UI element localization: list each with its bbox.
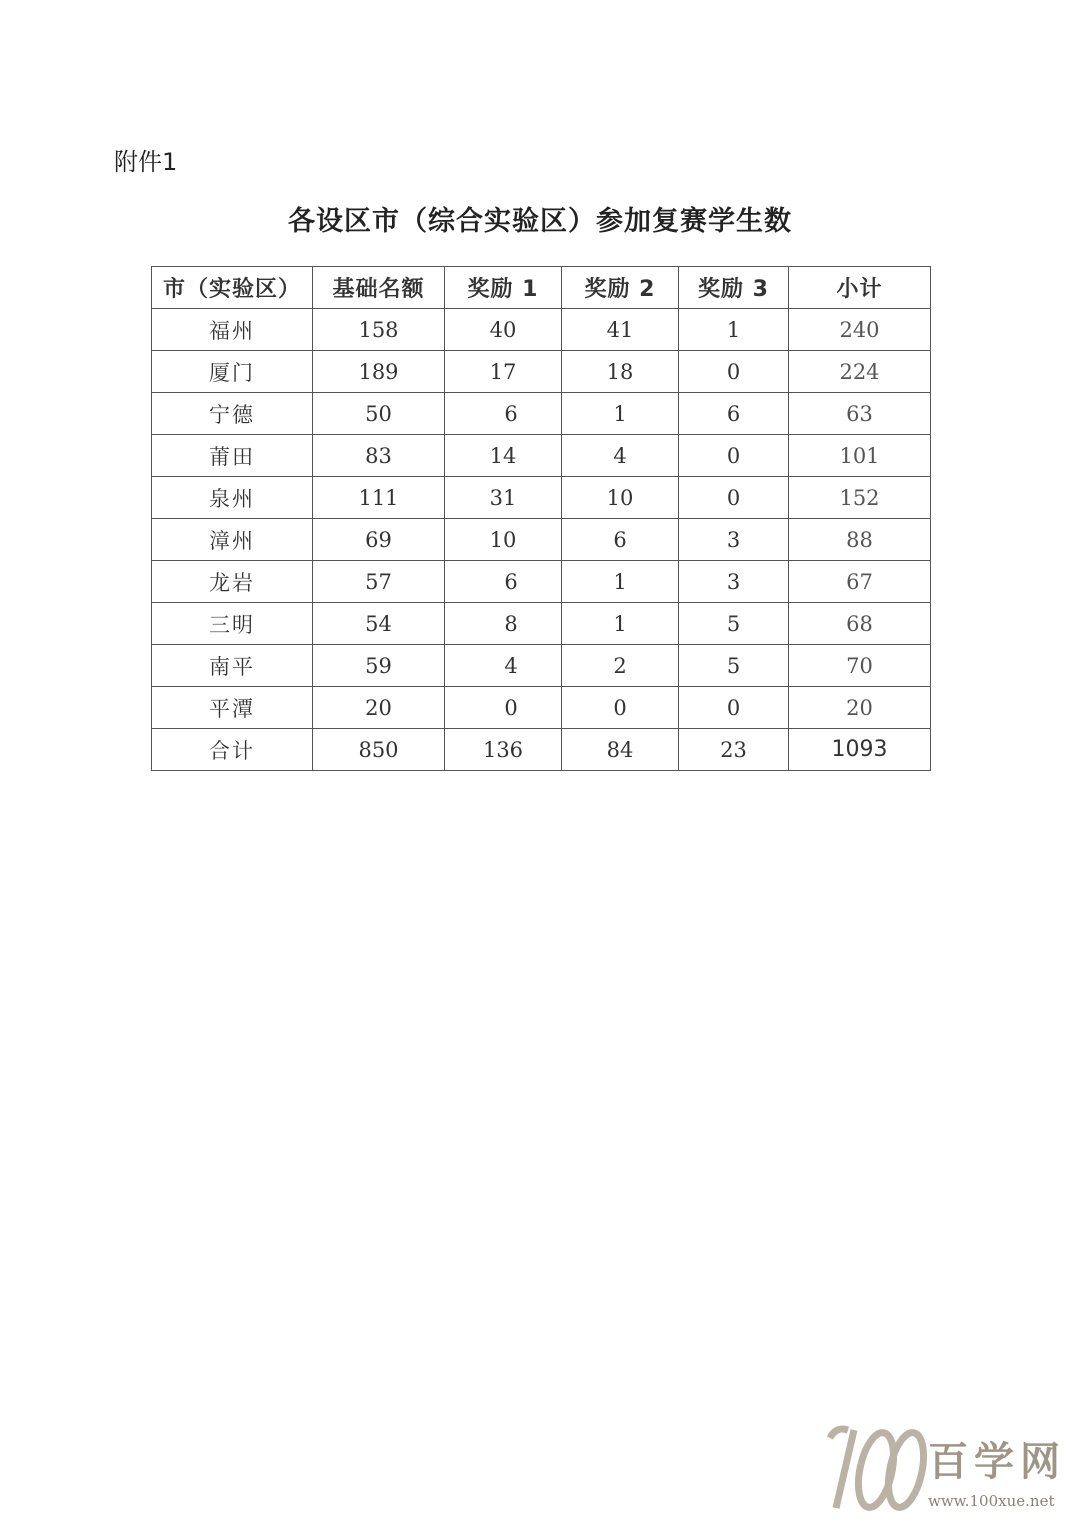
- city-name: 厦门: [152, 351, 313, 393]
- reward-1: 8: [445, 603, 562, 645]
- base-quota: 111: [313, 477, 445, 519]
- table-row: [152, 645, 931, 687]
- total-reward-2: 84: [562, 729, 679, 771]
- reward-3: 5: [679, 645, 789, 687]
- base-quota: 20: [313, 687, 445, 729]
- table-row: [152, 561, 931, 603]
- subtotal: 224: [789, 351, 931, 393]
- city-name: 福州: [152, 309, 313, 351]
- city-name: 南平: [152, 645, 313, 687]
- reward-1: 4: [445, 645, 562, 687]
- reward-3: 3: [679, 561, 789, 603]
- reward-1: 6: [445, 561, 562, 603]
- table-row: [152, 393, 931, 435]
- reward-3: 1: [679, 309, 789, 351]
- total-reward-1: 136: [445, 729, 562, 771]
- city-name: 三明: [152, 603, 313, 645]
- reward-2: 41: [562, 309, 679, 351]
- base-quota: 59: [313, 645, 445, 687]
- city-name: 莆田: [152, 435, 313, 477]
- subtotal: 67: [789, 561, 931, 603]
- city-name: 宁德: [152, 393, 313, 435]
- base-quota: 83: [313, 435, 445, 477]
- reward-2: 10: [562, 477, 679, 519]
- reward-3: 0: [679, 435, 789, 477]
- base-quota: 54: [313, 603, 445, 645]
- table-row: [152, 603, 931, 645]
- table-row: [152, 309, 931, 351]
- subtotal: 68: [789, 603, 931, 645]
- watermark-brand-text: 百学网: [928, 1438, 1066, 1485]
- header-base-quota: 基础名额: [313, 267, 445, 309]
- reward-3: 6: [679, 393, 789, 435]
- reward-1: 31: [445, 477, 562, 519]
- city-name: 平潭: [152, 687, 313, 729]
- reward-3: 0: [679, 477, 789, 519]
- subtotal: 101: [789, 435, 931, 477]
- reward-2: 6: [562, 519, 679, 561]
- table-total-row: [152, 729, 931, 771]
- reward-2: 2: [562, 645, 679, 687]
- reward-1: 6: [445, 393, 562, 435]
- header-subtotal: 小计: [789, 267, 931, 309]
- table-row: [152, 435, 931, 477]
- base-quota: 158: [313, 309, 445, 351]
- reward-2: 0: [562, 687, 679, 729]
- total-reward-3: 23: [679, 729, 789, 771]
- table-header-row: [152, 267, 931, 309]
- reward-3: 3: [679, 519, 789, 561]
- reward-2: 4: [562, 435, 679, 477]
- reward-3: 0: [679, 351, 789, 393]
- total-base-quota: 850: [313, 729, 445, 771]
- subtotal: 88: [789, 519, 931, 561]
- document-title: 各设区市（综合实验区）参加复赛学生数: [288, 206, 792, 237]
- reward-3: 5: [679, 603, 789, 645]
- reward-2: 18: [562, 351, 679, 393]
- grand-total: 1093: [789, 729, 931, 771]
- table-row: [152, 519, 931, 561]
- reward-1: 40: [445, 309, 562, 351]
- base-quota: 57: [313, 561, 445, 603]
- reward-2: 1: [562, 561, 679, 603]
- reward-1: 0: [445, 687, 562, 729]
- base-quota: 189: [313, 351, 445, 393]
- subtotal: 63: [789, 393, 931, 435]
- watermark-url: www.100xue.net: [928, 1492, 1055, 1510]
- total-label: 合计: [152, 729, 313, 771]
- table-row: [152, 477, 931, 519]
- participants-table: [151, 266, 931, 771]
- base-quota: 50: [313, 393, 445, 435]
- subtotal: 240: [789, 309, 931, 351]
- subtotal: 152: [789, 477, 931, 519]
- reward-1: 17: [445, 351, 562, 393]
- header-reward-2: 奖励 2: [562, 267, 679, 309]
- header-city: 市（实验区）: [152, 267, 313, 309]
- reward-3: 0: [679, 687, 789, 729]
- reward-2: 1: [562, 393, 679, 435]
- city-name: 漳州: [152, 519, 313, 561]
- table-row: [152, 687, 931, 729]
- header-reward-1: 奖励 1: [445, 267, 562, 309]
- header-reward-3: 奖励 3: [679, 267, 789, 309]
- subtotal: 20: [789, 687, 931, 729]
- reward-1: 14: [445, 435, 562, 477]
- city-name: 龙岩: [152, 561, 313, 603]
- subtotal: 70: [789, 645, 931, 687]
- reward-1: 10: [445, 519, 562, 561]
- reward-2: 1: [562, 603, 679, 645]
- table-row: [152, 351, 931, 393]
- city-name: 泉州: [152, 477, 313, 519]
- attachment-label: 附件1: [114, 148, 178, 176]
- base-quota: 69: [313, 519, 445, 561]
